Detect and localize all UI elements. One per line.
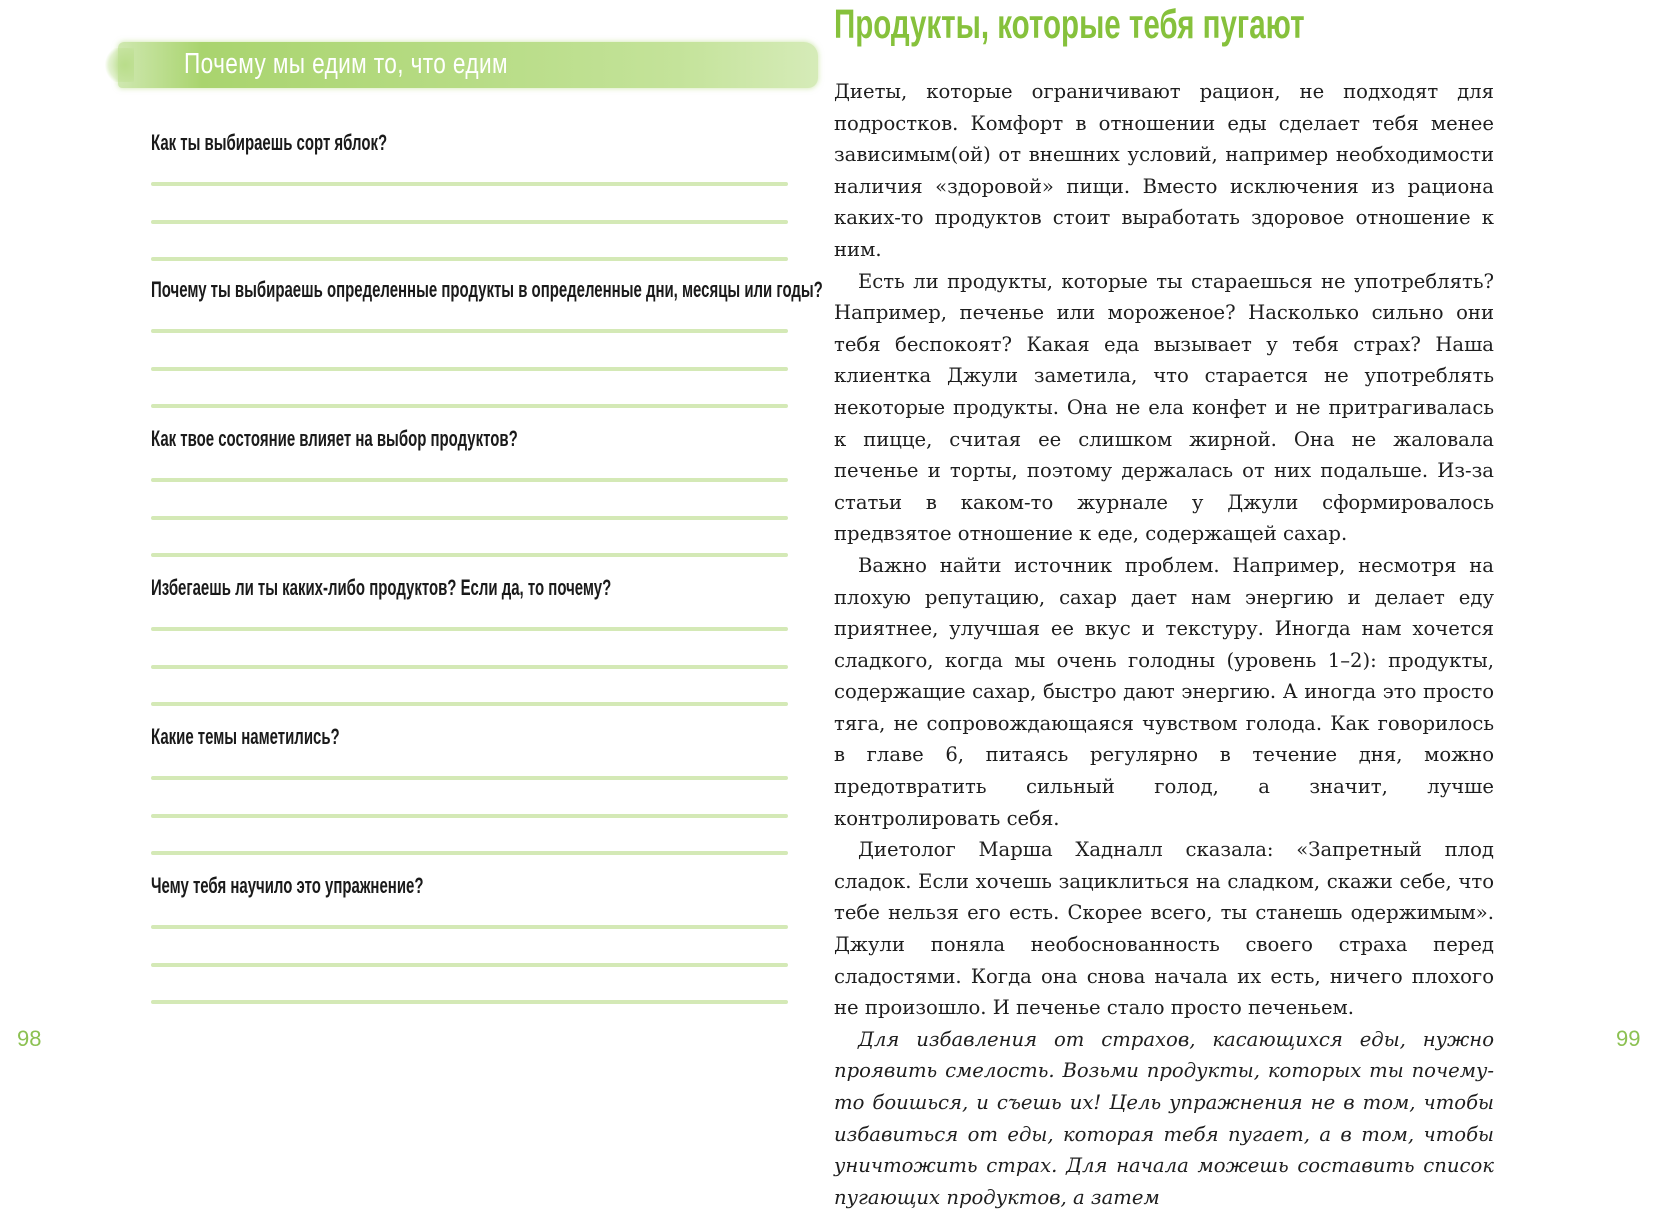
question-block [151, 573, 791, 603]
page-number-left: 98 [17, 1026, 42, 1051]
section-banner [118, 42, 818, 88]
answer-line[interactable] [151, 702, 788, 706]
answer-line[interactable] [151, 220, 788, 224]
question-block [151, 424, 791, 454]
answer-line[interactable] [151, 257, 788, 261]
answer-line[interactable] [151, 367, 788, 371]
answer-line[interactable] [151, 404, 788, 408]
paragraph: Важно найти источник проблем. Например, несмотря на плохую репутацию, сахар дает нам энергию и делает еду приятнее, улучшая ее вкус и текстуру. Иногда нам хочется сладкого, когда мы очень голодны (уровень 1–2): продукты, содержащие сахар, быстро дают энергию. А иногда это просто тяга, не сопровождающаяся чувством голода. Как говорилось в главе 6, питаясь регулярно в течение дня, можно предотвратить сильный голод, а значит, лучше контролировать себя. [834, 553, 1494, 830]
answer-line[interactable] [151, 925, 788, 929]
answer-line[interactable] [151, 814, 788, 818]
question-text: Почему ты выбираешь определенные продукты в определенные дни, месяцы или годы? [151, 277, 823, 302]
answer-line[interactable] [151, 478, 788, 482]
paragraph: Диетолог Марша Хадналл сказала: «Запретный плод сладок. Если хочешь зациклиться на сладком, скажи себе, что тебе нельзя его есть. Скорее всего, ты станешь одержимым». Джули поняла необоснованность своего страха перед сладостями. Когда она снова начала их есть, ничего плохого не произошло. И печенье стало просто печеньем. [834, 838, 1494, 1020]
answer-line[interactable] [151, 963, 788, 967]
question-text: Как твое состояние влияет на выбор продуктов? [151, 426, 518, 451]
answer-line[interactable] [151, 329, 788, 333]
answer-line[interactable] [151, 627, 788, 631]
right-page [820, 0, 1662, 1209]
left-page [0, 0, 823, 1080]
paragraph-italic: Для избавления от страхов, касающихся еды, нужно проявить смелость. Возьми продукты, которых ты почему-то боишься, и съешь их! Цель упражнения не в том, чтобы избавиться от еды, которая тебя пугает, а в том, чтобы уничтожить страх. Для начала можешь составить список пугающих продуктов, а затем [834, 1027, 1494, 1209]
answer-line[interactable] [151, 851, 788, 855]
body-text [834, 76, 1494, 1213]
page-title: Продукты, которые тебя пугают [834, 1, 1305, 47]
question-block [151, 722, 791, 752]
answer-line[interactable] [151, 516, 788, 520]
answer-line[interactable] [151, 665, 788, 669]
question-text: Чему тебя научило это упражнение? [151, 873, 424, 898]
answer-line[interactable] [151, 553, 788, 557]
question-block [151, 275, 823, 305]
question-text: Избегаешь ли ты каких-либо продуктов? Если да, то почему? [151, 575, 612, 600]
answer-line[interactable] [151, 182, 788, 186]
section-title: Почему мы едим то, что едим [184, 48, 508, 80]
question-block [151, 128, 791, 158]
answer-line[interactable] [151, 776, 788, 780]
answer-line[interactable] [151, 1000, 788, 1004]
question-text: Какие темы наметились? [151, 724, 340, 749]
question-block [151, 871, 791, 901]
paragraph: Есть ли продукты, которые ты стараешься не употреблять? Например, печенье или мороженое? Насколько сильно они тебя беспокоят? Какая еда вызывает у тебя страх? Наша клиентка Джули заметила, что старается не употреблять некоторые продукты. Она не ела конфет и не притрагивалась к пицце, считая ее слишком жирной. Она не жаловала печенье и торты, поэтому держалась от них подальше. Из-за статьи в каком-то журнале у Джули сформировалось предвзятое отношение к еде, содержащей сахар. [834, 269, 1494, 546]
page-number-right: 99 [1616, 1026, 1641, 1051]
paragraph: Диеты, которые ограничивают рацион, не подходят для подростков. Комфорт в отношении еды сделает тебя менее зависимым(ой) от внешних условий, например необходимости наличия «здоровой» пищи. Вместо исключения из рациона каких-то продуктов стоит выработать здоровое отношение к ним. [834, 80, 1494, 261]
question-text: Как ты выбираешь сорт яблок? [151, 130, 388, 155]
